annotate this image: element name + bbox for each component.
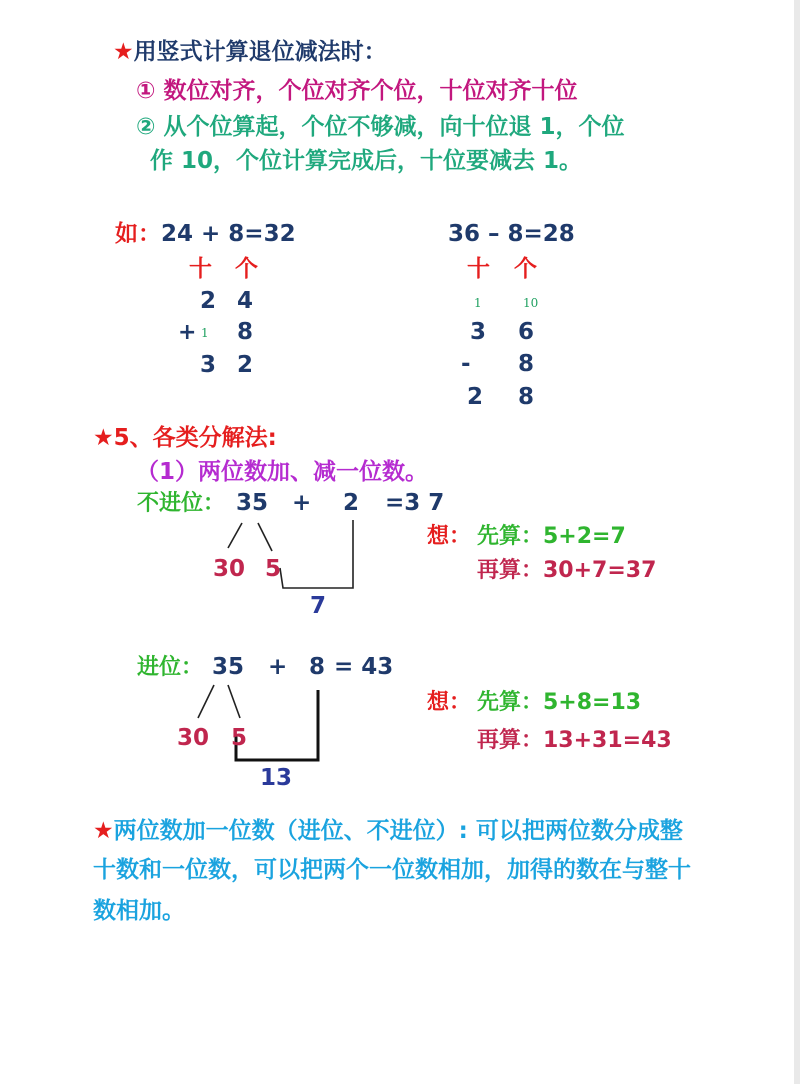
star-icon: ★ — [113, 39, 134, 65]
example-prefix: 如： — [115, 221, 161, 247]
sub-borrow-ones: 10 — [523, 296, 539, 310]
add-result-ones: 2 — [237, 352, 254, 378]
add-row2-ones: 8 — [237, 319, 254, 345]
no-carry-label: 不进位： — [137, 491, 226, 516]
carry-bracket — [236, 690, 318, 760]
add-plus-sign: + — [178, 320, 197, 345]
no-carry-op: + — [292, 490, 312, 516]
carry-sum: 13 — [260, 765, 293, 791]
sub-row1-ones: 6 — [518, 319, 535, 345]
sub-ones-label: 个 — [514, 256, 537, 282]
carry-split-ones: 5 — [231, 725, 248, 751]
add-equation-text: 24 + 8=32 — [161, 221, 296, 247]
add-carry-digit: 1 — [201, 326, 209, 340]
sub-row1-tens: 3 — [470, 319, 487, 345]
no-carry-branch-left — [228, 523, 242, 548]
sub-tens-label: 十 — [467, 256, 490, 282]
no-carry-b: 2 — [343, 490, 360, 516]
add-tens-label: 十 — [189, 256, 212, 282]
carry-b: 8 — [309, 654, 326, 680]
carry-result: = 43 — [334, 654, 394, 680]
section5-subtitle: （1）两位数加、减一位数。 — [136, 459, 429, 485]
carry-op: + — [268, 654, 288, 680]
section5-title: 5、各类分解法: — [113, 425, 277, 451]
no-carry-result: =3 7 — [385, 490, 445, 516]
carry-branch-left — [198, 685, 214, 718]
sub-row2-ones: 8 — [518, 351, 535, 377]
no-carry-step1: 先算：5+2=7 — [477, 524, 626, 549]
star-icon: ★ — [93, 818, 114, 844]
no-carry-think: 想： — [427, 524, 472, 549]
carry-think: 想： — [427, 690, 472, 715]
sub-result-ones: 8 — [518, 384, 535, 410]
summary-line3: 数相加。 — [93, 898, 185, 924]
sub-minus-sign: - — [461, 351, 471, 377]
sub-result-tens: 2 — [467, 384, 484, 410]
no-carry-bracket — [280, 520, 353, 588]
add-row1-tens: 2 — [200, 288, 217, 314]
sub-borrow-tens: 1 — [474, 296, 482, 310]
section-vertical-title: 用竖式计算退位减法时： — [133, 39, 387, 65]
star-icon: ★ — [93, 425, 114, 451]
no-carry-split-ones: 5 — [265, 556, 282, 582]
no-carry-branch-right — [258, 523, 272, 551]
no-carry-step2: 再算：30+7=37 — [477, 558, 657, 583]
carry-label: 进位： — [137, 655, 204, 680]
carry-step2: 再算：13+31=43 — [477, 728, 672, 753]
rule-1: ① 数位对齐，个位对齐个位，十位对齐十位 — [136, 78, 578, 104]
carry-a: 35 — [212, 654, 245, 680]
add-row1-ones: 4 — [237, 288, 254, 314]
summary-line1 — [93, 820, 683, 843]
rule-2-line2: 作 10，个位计算完成后，十位要减去 1。 — [150, 148, 583, 174]
add-result-tens: 3 — [200, 352, 217, 378]
summary-text-1: 两位数加一位数（进位、不进位）: 可以把两位数分成整 — [113, 818, 683, 844]
no-carry-split-tens: 30 — [213, 556, 246, 582]
add-ones-label: 个 — [235, 256, 258, 282]
sub-equation: 36 – 8=28 — [448, 221, 575, 247]
carry-step1: 先算：5+8=13 — [477, 690, 642, 715]
carry-branch-right — [228, 685, 240, 718]
summary-line2: 十数和一位数，可以把两个一位数相加，加得的数在与整十 — [93, 857, 691, 883]
no-carry-sum: 7 — [310, 593, 327, 619]
no-carry-a: 35 — [236, 490, 269, 516]
carry-split-tens: 30 — [177, 725, 210, 751]
rule-2-line1: ② 从个位算起，个位不够减，向十位退 1，个位 — [136, 114, 625, 140]
